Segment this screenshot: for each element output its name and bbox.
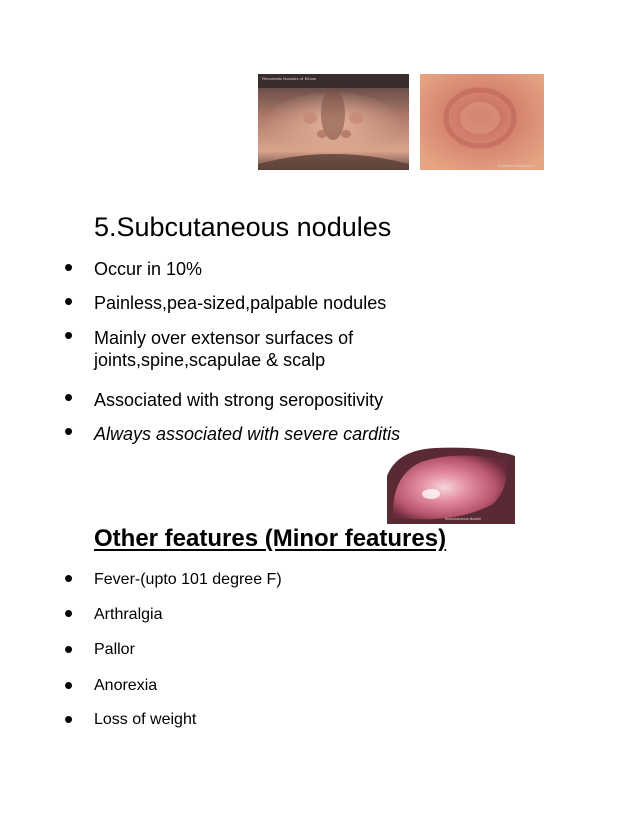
bullet-pallor: Pallor <box>94 641 135 658</box>
neck-nodules-photo <box>258 74 409 170</box>
subcutaneous-nodules-heading: 5.Subcutaneous nodules <box>94 212 392 242</box>
bullet-icon: • <box>64 598 74 628</box>
elbow-nodule-image <box>387 446 515 524</box>
neck-photo-caption: Rheumatic Nodules of Elbow <box>262 76 316 81</box>
bullet-arthralgia: Arthralgia <box>94 606 163 623</box>
bullet-painless-nodules: Painless,pea-sized,palpable nodules <box>94 293 387 313</box>
elbow-photo-caption: Subcutaneous Nodule <box>445 517 482 521</box>
bullet-icon: • <box>64 704 74 734</box>
bullet-anorexia: Anorexia <box>94 677 158 694</box>
skin-photo-caption: Erythema Marginatum <box>498 164 535 168</box>
bullet-icon: • <box>64 320 74 350</box>
skin-rash-image <box>420 74 544 170</box>
bullet-seropositivity: Associated with strong seropositivity <box>94 390 384 410</box>
elbow-nodule-photo <box>387 446 515 524</box>
skin-rash-photo <box>420 74 544 170</box>
bullet-icon: • <box>64 563 74 593</box>
bullet-icon: • <box>64 670 74 700</box>
bullet-occur-10: Occur in 10% <box>94 259 203 279</box>
bullet-icon: • <box>64 382 74 412</box>
bullet-severe-carditis: Always associated with severe carditis <box>94 424 401 444</box>
neck-nodules-image <box>258 74 409 170</box>
bullet-extensor-surfaces-line1: Mainly over extensor surfaces of <box>94 328 354 348</box>
bullet-icon: • <box>64 286 74 316</box>
bullet-loss-of-weight: Loss of weight <box>94 711 197 728</box>
minor-features-heading: Other features (Minor features) <box>94 525 447 552</box>
bullet-extensor-surfaces-line2: joints,spine,scapulae & scalp <box>94 350 326 370</box>
bullet-icon: • <box>64 416 74 446</box>
bullet-icon: • <box>64 252 74 282</box>
bullet-fever: Fever-(upto 101 degree F) <box>94 571 282 588</box>
bullet-icon: • <box>64 634 74 664</box>
